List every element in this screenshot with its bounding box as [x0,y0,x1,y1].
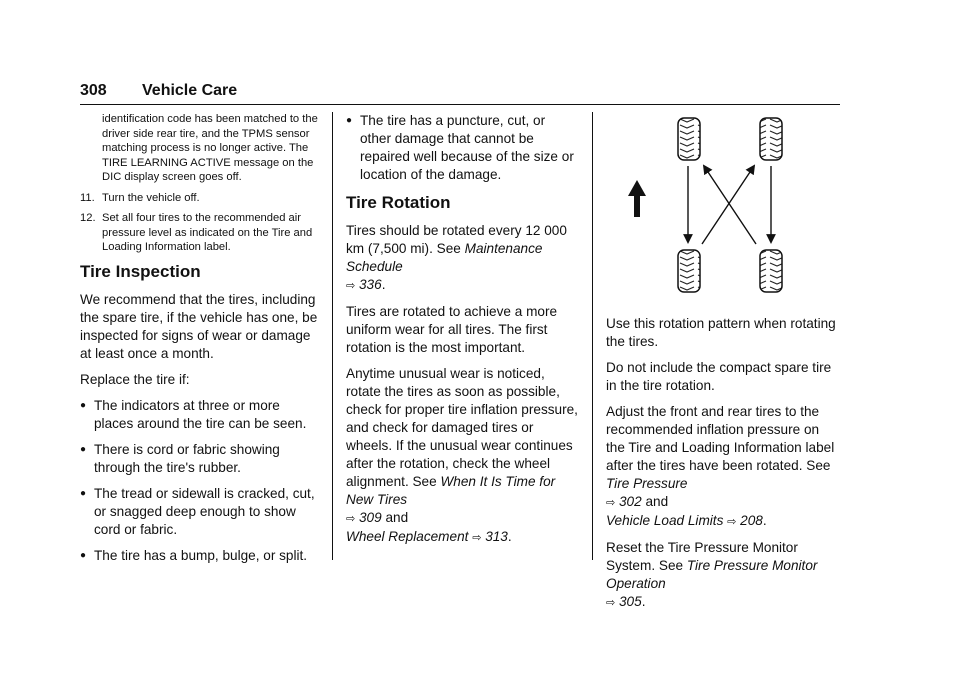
page-ref-icon: ⇨ [606,597,616,609]
bullet-icon: ● [80,443,87,455]
inflation-paragraph: Adjust the front and rear tires to the recommended inflation pressure on the Tire and Loading Information label after the tires have been rotated. See Tire Pressure ⇨ 302 and Vehicle Load Limits ⇨ 208. [606,404,835,528]
page-header [80,80,840,104]
step-number: 11. [80,191,95,204]
rotation-pattern-caption: Use this rotation pattern when rotating the tires. [606,316,836,349]
replace-conditions-list [80,397,320,565]
tire-rotation-diagram [606,112,840,302]
replace-lead: Replace the tire if: [80,371,190,387]
page-reference[interactable]: 313 [485,529,508,544]
cross-reference-link[interactable]: Tire Pressure [606,476,688,491]
rotation-purpose: Tires are rotated to achieve a more uniform wear for all tires. The first rotation is the most important. [346,304,558,355]
column-divider-2 [592,112,593,560]
list-item: ● The indicators at three or more places around the tire can be seen. [80,397,307,431]
cross-reference-link[interactable]: Tire Pressure Monitor Operation [606,558,818,591]
page-reference[interactable]: 305 [619,594,642,609]
cross-reference-link[interactable]: Vehicle Load Limits [606,513,724,528]
page-number: 308 [80,82,107,99]
bullet-icon: ● [80,399,87,411]
cross-reference-link[interactable]: Wheel Replacement [346,529,469,544]
step-text: Turn the vehicle off. [102,191,200,204]
list-item: ● There is cord or fabric showing through the tire's rubber. [80,441,280,475]
replace-conditions-list-cont [346,112,578,184]
list-item: ● The tire has a puncture, cut, or other damage that cannot be repaired well because of the size or location of the damage. [346,113,574,182]
tire-rotation-heading: Tire Rotation [346,193,451,212]
bullet-icon: ● [80,487,87,499]
tire-rear-left-icon [678,250,700,292]
page-ref-icon: ⇨ [727,516,737,528]
list-item: ● The tread or sidewall is cracked, cut, or snagged deep enough to show cord or fabric. [80,485,315,537]
page-reference[interactable]: 336 [359,277,382,292]
column-1 [80,112,320,573]
page-ref-icon: ⇨ [472,532,482,544]
tire-front-right-icon [760,118,782,160]
continued-step-text: identification code has been matched to the driver side rear tire, and the TPMS sensor matching process is no longer active. The TIRE LEARNING ACTIVE message on the DIC display screen goes off. [102,113,318,183]
tire-inspection-heading: Tire Inspection [80,261,201,281]
page-ref-icon: ⇨ [606,497,616,509]
step-11 [80,191,320,206]
inspection-intro: We recommend that the tires, including the spare tire, if the vehicle has one, be inspected for signs of wear or damage at least once a month. [80,291,318,361]
rear-right-to-front-left-arrow-icon [704,166,756,244]
vehicle-front-arrow-icon [628,180,646,217]
step-12 [80,211,320,255]
column-divider-1 [332,112,333,560]
step-number: 12. [80,212,96,224]
header-rule [80,104,840,105]
page-ref-icon: ⇨ [346,280,356,292]
rear-left-to-front-right-arrow-icon [702,166,754,244]
tire-rear-right-icon [760,250,782,292]
page-ref-icon: ⇨ [346,513,356,525]
page-reference[interactable]: 302 [619,494,642,509]
step-text: Set all four tires to the recommended air pressure level as indicated on the Tire and Loading Information label. [102,212,313,253]
page-reference[interactable]: 208 [740,513,763,528]
section-title: Vehicle Care [142,82,238,99]
column-2 [346,112,578,555]
list-item: ● The tire has a bump, bulge, or split. [80,547,308,563]
tire-front-left-icon [678,118,700,160]
spare-tire-note: Do not include the compact spare tire in the tire rotation. [606,360,832,393]
column-3 [606,112,840,620]
page-reference[interactable]: 309 [359,510,382,525]
tpms-reset-paragraph: Reset the Tire Pressure Monitor System. See Tire Pressure Monitor Operation ⇨ 305. [606,540,818,609]
bullet-icon: ● [80,549,87,561]
bullet-icon: ● [346,115,353,126]
cross-reference-link[interactable]: Maintenance Schedule [346,241,543,274]
unusual-wear-paragraph: Anytime unusual wear is noticed, rotate the tires as soon as possible, check for proper tire inflation pressure, and check for damaged tires or wheels. If the unusual wear continues after the rotation, check the wheel alignment. See When It Is Time for New Tires ⇨ 309 and Wheel Replacement ⇨ 313. [346,366,578,544]
rotation-interval: Tires should be rotated every 12 000 km (7,500 mi). See Maintenance Schedule ⇨ 336. [346,223,567,292]
cross-reference-link[interactable]: When It Is Time for New Tires [346,474,556,507]
